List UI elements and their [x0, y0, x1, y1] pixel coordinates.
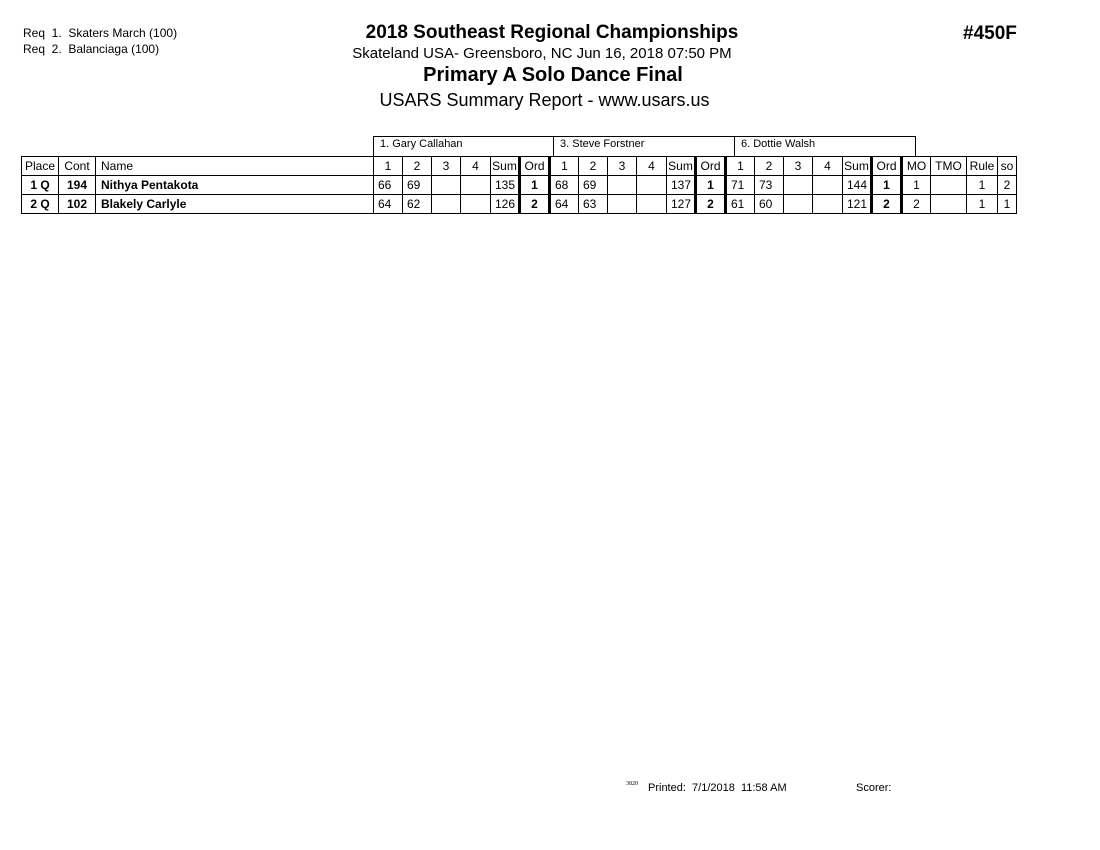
- table-row: [22, 195, 1017, 214]
- score-cell: [432, 195, 461, 214]
- so-cell: 1: [998, 195, 1017, 214]
- col-j2-s1: 1: [550, 157, 579, 176]
- scorer-label: Scorer:: [856, 782, 892, 794]
- score-cell: 66: [374, 176, 403, 195]
- ord-cell: 1: [520, 176, 550, 195]
- place-cell: 1 Q: [22, 176, 59, 195]
- col-j1-s2: 2: [403, 157, 432, 176]
- mo-cell: 1: [902, 176, 931, 195]
- tmo-cell: [931, 195, 967, 214]
- col-j2-s2: 2: [579, 157, 608, 176]
- col-j3-s2: 2: [755, 157, 784, 176]
- score-cell: 63: [579, 195, 608, 214]
- col-j1-ord: Ord: [520, 157, 550, 176]
- col-j2-sum: Sum: [667, 157, 696, 176]
- score-cell: [608, 195, 637, 214]
- score-cell: [784, 195, 813, 214]
- results-table: [21, 156, 1017, 214]
- col-j2-s3: 3: [608, 157, 637, 176]
- rule-cell: 1: [967, 195, 998, 214]
- col-j1-sum: Sum: [491, 157, 520, 176]
- requirement-item: Req 1. Skaters March (100): [23, 26, 178, 40]
- score-cell: 60: [755, 195, 784, 214]
- score-cell: [784, 176, 813, 195]
- score-cell: [637, 195, 667, 214]
- table-row: [22, 176, 1017, 195]
- so-cell: 2: [998, 176, 1017, 195]
- score-cell: [461, 195, 491, 214]
- skater-name: Nithya Pentakota: [96, 176, 374, 195]
- col-rule: Rule: [967, 157, 998, 176]
- col-j1-s3: 3: [432, 157, 461, 176]
- score-cell: [608, 176, 637, 195]
- rule-cell: 1: [967, 176, 998, 195]
- tmo-cell: [931, 176, 967, 195]
- ord-cell: 2: [696, 195, 726, 214]
- col-place: Place: [22, 157, 59, 176]
- col-j3-ord: Ord: [872, 157, 902, 176]
- score-cell: 71: [726, 176, 755, 195]
- skater-name: Blakely Carlyle: [96, 195, 374, 214]
- score-cell: 69: [579, 176, 608, 195]
- judge-header-3: 6. Dottie Walsh: [734, 136, 916, 157]
- score-cell: [461, 176, 491, 195]
- event-number: #450F: [963, 23, 1017, 44]
- place-cell: 2 Q: [22, 195, 59, 214]
- col-j1-s4: 4: [461, 157, 491, 176]
- score-cell: 64: [550, 195, 579, 214]
- score-cell: [637, 176, 667, 195]
- col-j2-s4: 4: [637, 157, 667, 176]
- col-j2-ord: Ord: [696, 157, 726, 176]
- score-cell: [432, 176, 461, 195]
- score-cell: 64: [374, 195, 403, 214]
- ord-cell: 2: [520, 195, 550, 214]
- col-so: so: [998, 157, 1017, 176]
- score-cell: [813, 195, 843, 214]
- ord-cell: 1: [872, 176, 902, 195]
- judge-header-2: 3. Steve Forstner: [553, 136, 735, 157]
- ord-cell: 2: [872, 195, 902, 214]
- col-j3-sum: Sum: [843, 157, 872, 176]
- sum-cell: 135: [491, 176, 520, 195]
- cont-cell: 194: [59, 176, 96, 195]
- sum-cell: 127: [667, 195, 696, 214]
- col-cont: Cont: [59, 157, 96, 176]
- venue-date-line: Skateland USA- Greensboro, NC Jun 16, 2018 07:50 PM: [352, 45, 732, 62]
- mo-cell: 2: [902, 195, 931, 214]
- footer-code: 3820: [626, 781, 638, 787]
- requirement-item: Req 2. Balanciaga (100): [23, 42, 160, 56]
- sum-cell: 126: [491, 195, 520, 214]
- score-cell: 61: [726, 195, 755, 214]
- report-title: USARS Summary Report - www.usars.us: [379, 90, 710, 110]
- sum-cell: 121: [843, 195, 872, 214]
- col-name: Name: [96, 157, 374, 176]
- judge-header-1: 1. Gary Callahan: [373, 136, 554, 157]
- score-cell: 68: [550, 176, 579, 195]
- ord-cell: 1: [696, 176, 726, 195]
- col-j3-s4: 4: [813, 157, 843, 176]
- cont-cell: 102: [59, 195, 96, 214]
- score-cell: [813, 176, 843, 195]
- col-j1-s1: 1: [374, 157, 403, 176]
- score-cell: 73: [755, 176, 784, 195]
- table-header-row: [22, 157, 1017, 176]
- score-cell: 69: [403, 176, 432, 195]
- col-j3-s3: 3: [784, 157, 813, 176]
- sum-cell: 144: [843, 176, 872, 195]
- col-mo: MO: [902, 157, 931, 176]
- sum-cell: 137: [667, 176, 696, 195]
- col-j3-s1: 1: [726, 157, 755, 176]
- col-tmo: TMO: [931, 157, 967, 176]
- score-cell: 62: [403, 195, 432, 214]
- competition-title: 2018 Southeast Regional Championships: [365, 22, 739, 43]
- event-title: Primary A Solo Dance Final: [423, 64, 683, 86]
- printed-timestamp: Printed: 7/1/2018 11:58 AM: [648, 782, 787, 794]
